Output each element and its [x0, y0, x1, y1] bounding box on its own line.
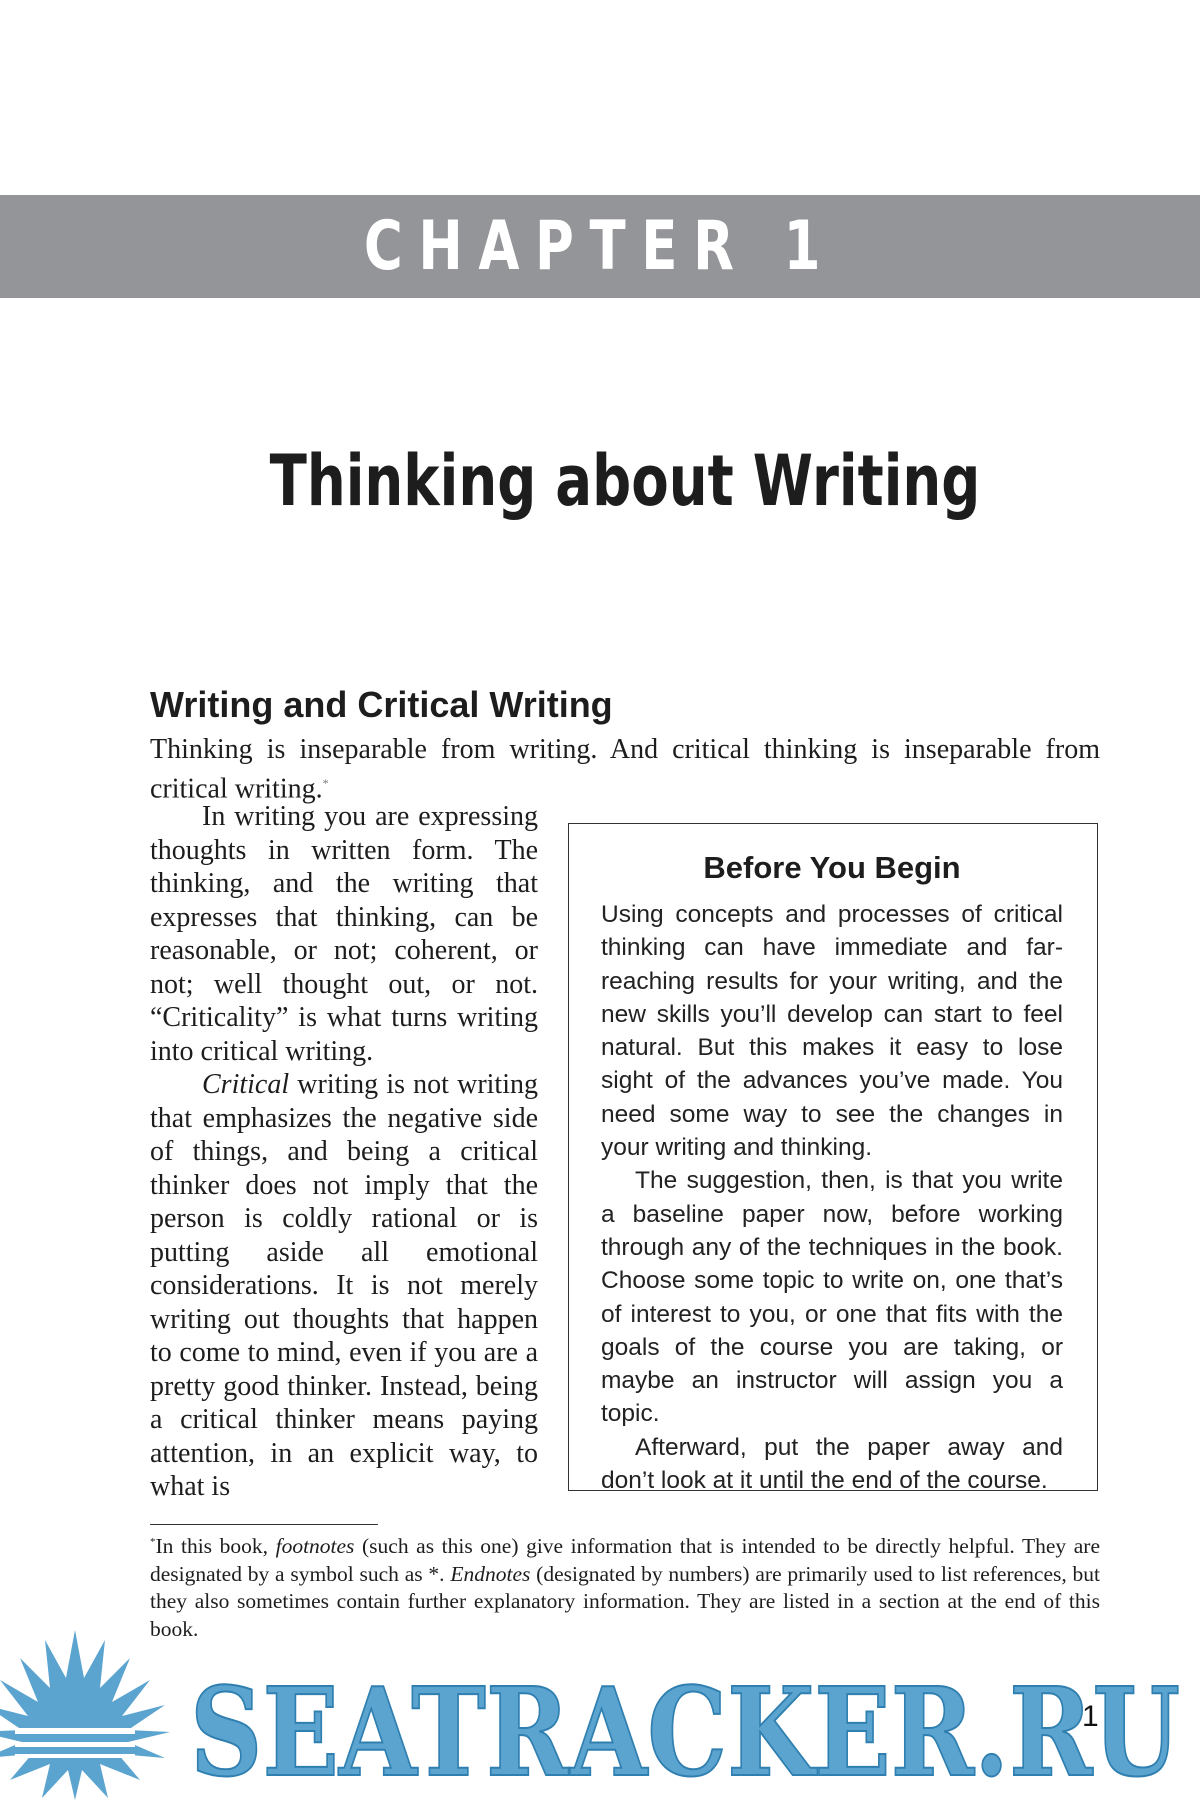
chapter-label: CHAPTER 1 [363, 207, 837, 286]
critical-emphasis: Critical [202, 1069, 290, 1100]
footnote-emphasis-footnotes: footnotes [275, 1534, 355, 1559]
footnote [150, 1529, 1100, 1643]
chapter-title: Thinking about Writing [269, 440, 981, 522]
footnote-emphasis-endnotes: Endnotes [450, 1561, 531, 1586]
watermark [0, 1630, 1200, 1800]
page-number: 1 [1082, 1700, 1099, 1733]
body-paragraph-1: In writing you are expressing thoughts in written form. The thinking, and the writing that expresses that thinking, can be reasonable, or not; coherent, or not; well thought out, or not. “Criticality” is what turns writing into critical writing. [150, 801, 538, 1067]
intro-text: Thinking is inseparable from writing. And critical thinking is inseparable from critical writing. [150, 734, 1100, 804]
section-heading: Writing and Critical Writing [150, 684, 613, 725]
footnote-text-3: (designated by numbers) are primarily used to list references, but they also sometimes contain further explanatory information. They are listed in a section at the end of this book. [150, 1561, 1100, 1641]
body-column [150, 800, 538, 1502]
footnote-marker: * [150, 1536, 156, 1548]
before-you-begin-box [568, 823, 1098, 1495]
footnote-divider [150, 1524, 378, 1525]
sidebar-paragraph-3: Afterward, put the paper away and don’t look at it until the end of the course. [601, 1433, 1063, 1495]
sidebar-paragraph-1: Using concepts and processes of critical thinking can have immediate and far-reaching results for your writing, and the new skills you’ll develop can start to feel natural. But this makes it easy to lose sight of the advances you’ve made. You need some way to see the changes in your writing and thinking. [601, 901, 1063, 1162]
sun-icon [0, 1630, 170, 1800]
footnote-text-1: In this book, [155, 1534, 276, 1559]
body-paragraph-2-text: writing is not writing that emphasizes the negative side of things, and being a critical thinker does not imply that the person is coldly rational or is putting aside all emotional considerations. It is not merely writing out thoughts that happen to come to mind, even if you are a pretty good thinker. Instead, being a critical thinker means paying attention, in an explicit way, to what is [150, 1069, 538, 1502]
sidebar-title: Before You Begin [703, 850, 961, 885]
sidebar-paragraph-2: The suggestion, then, is that you write a baseline paper now, before working through any of the techniques in the book. Choose some topic to write on, one that’s of interest to you, or one that fits with the goals of the course you are taking, or maybe an instructor will assign you a topic. [601, 1167, 1063, 1428]
footnote-text-2: (such as this one) give information that is intended to be directly helpful. They are designated by a symbol such as *. [150, 1534, 1100, 1586]
footnote-reference-marker: * [322, 775, 329, 790]
watermark-text: SEATRACKER.RU [190, 1660, 1180, 1800]
body-paragraph-2 [150, 1068, 538, 1502]
intro-paragraph [150, 733, 1100, 805]
